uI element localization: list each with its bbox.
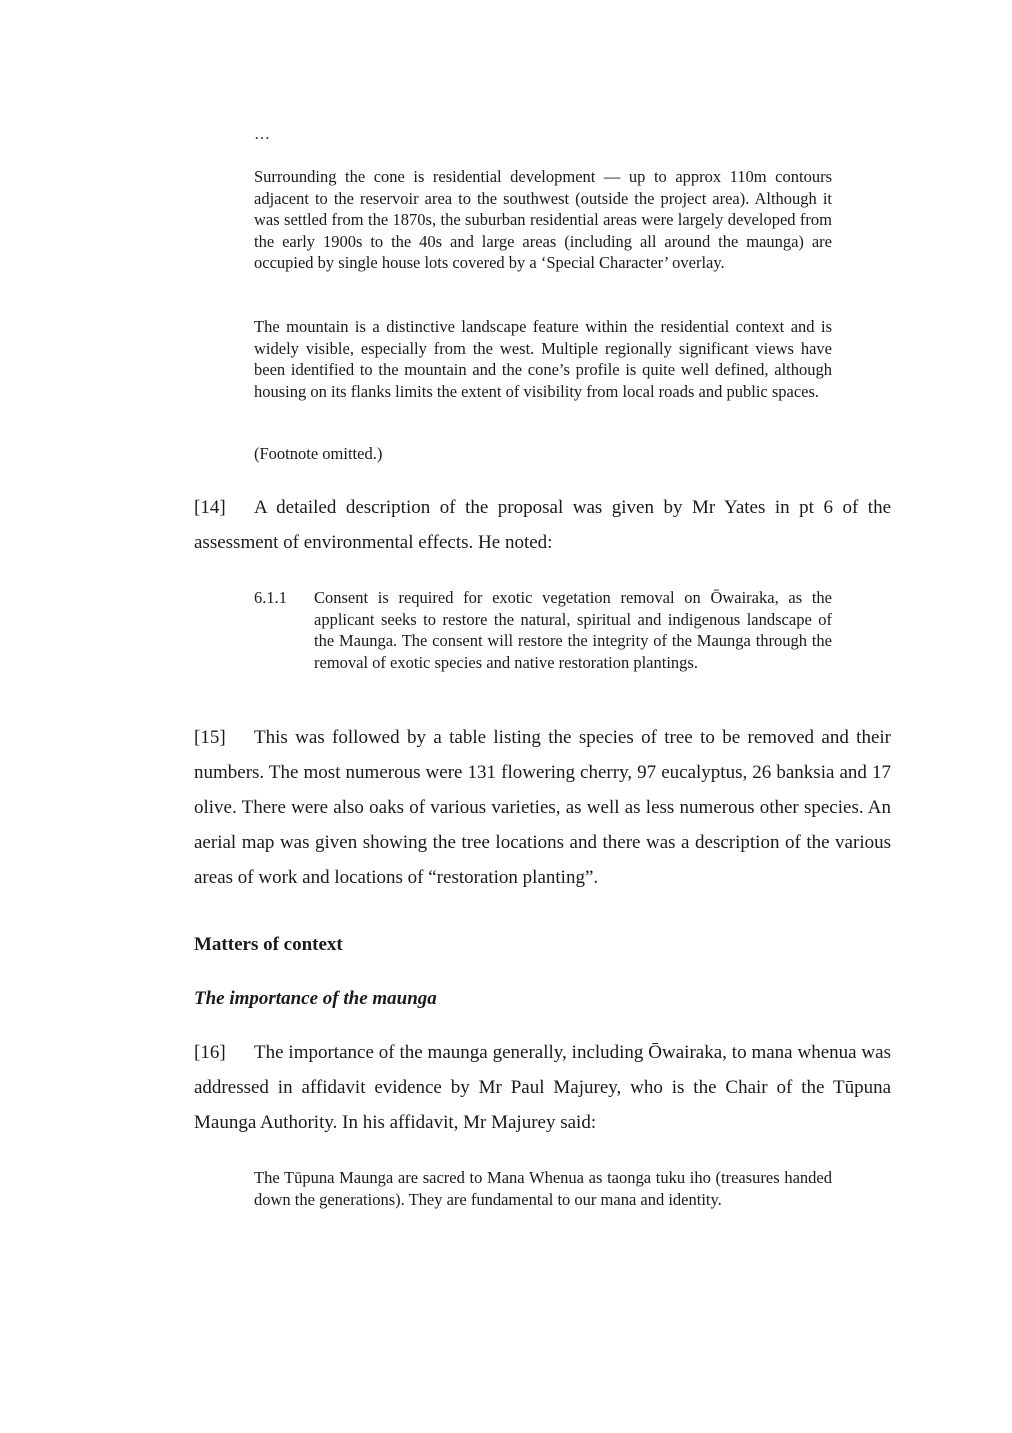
paragraph-number: [14]	[194, 497, 226, 518]
paragraph-14	[194, 490, 891, 560]
quoted-clause-6-1-1	[254, 587, 832, 673]
paragraph-text: A detailed description of the proposal was given by Mr Yates in pt 6 of the assessment of environmental effects. He noted:	[194, 497, 891, 553]
paragraph-16	[194, 1035, 891, 1140]
quote-paragraph-mountain: The mountain is a distinctive landscape feature within the residential context and is widely visible, especially from the west. Multiple regionally significant views have been identified to the mountain and the cone’s profile is quite well defined, although housing on its flanks limits the extent of visibility from local roads and public spaces.	[254, 317, 832, 401]
quote-paragraph-surroundings: Surrounding the cone is residential development — up to approx 110m contours adjacent to the reservoir area to the southwest (outside the project area). Although it was settled from the 1870s, the suburban residential areas were largely developed from the early 1900s to the 40s and large areas (including all around the maunga) are occupied by single house lots covered by a ‘Special Character’ overlay.	[254, 167, 832, 272]
section-subheading: The importance of the maunga	[194, 988, 437, 1009]
quote-ellipsis: …	[254, 126, 270, 143]
paragraph-number: [16]	[194, 1042, 226, 1063]
section-heading: Matters of context	[194, 934, 343, 955]
paragraph-number: [15]	[194, 727, 226, 748]
clause-number: 6.1.1	[254, 588, 287, 607]
paragraph-15	[194, 720, 891, 895]
clause-text: Consent is required for exotic vegetation removal on Ōwairaka, as the applicant seeks to restore the natural, spiritual and indigenous landscape of the Maunga. The consent will restore the integrity of the Maunga through the removal of exotic species and native restoration plantings.	[314, 588, 832, 672]
paragraph-text: This was followed by a table listing the species of tree to be removed and their numbers. The most numerous were 131 flowering cherry, 97 eucalyptus, 26 banksia and 17 olive. There were also oaks of various varieties, as well as less numerous other species. An aerial map was given showing the tree locations and there was a description of the various areas of work and locations of “restoration planting”.	[194, 727, 891, 888]
quote-paragraph-tupuna-maunga: The Tūpuna Maunga are sacred to Mana Whenua as taonga tuku iho (treasures handed down the generations). They are fundamental to our mana and identity.	[254, 1168, 832, 1209]
paragraph-text: The importance of the maunga generally, including Ōwairaka, to mana whenua was addressed in affidavit evidence by Mr Paul Majurey, who is the Chair of the Tūpuna Maunga Authority. In his affidavit, Mr Majurey said:	[194, 1042, 891, 1133]
quote-footnote-note: (Footnote omitted.)	[254, 444, 383, 463]
